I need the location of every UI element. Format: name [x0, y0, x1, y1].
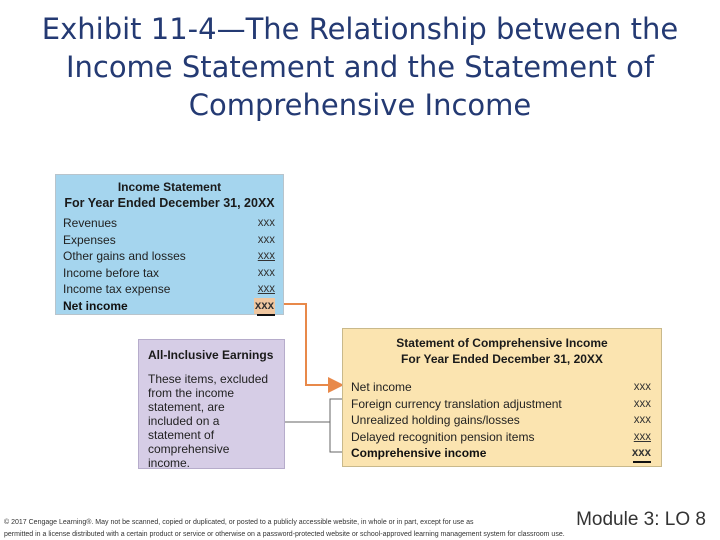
table-row [351, 429, 651, 446]
row-value: xxx [633, 397, 651, 410]
body-line: income. [148, 456, 191, 470]
table-row [63, 281, 275, 298]
table-row [351, 379, 651, 396]
table-row [351, 445, 651, 462]
row-value: xxx [254, 298, 275, 315]
row-value: xxx [631, 447, 651, 459]
income-statement-period: For Year Ended December 31, 20XX [64, 196, 275, 210]
row-label: Net income [63, 298, 128, 313]
table-row [63, 265, 275, 282]
double-underline [633, 461, 651, 463]
row-label: Expenses [63, 232, 116, 247]
title-line-2: Income Statement and the Statement of [65, 50, 655, 84]
copyright-line-1: © 2017 Cengage Learning®. May not be scanned, copied or duplicated, or posted to a publicly accessible website, in whole or in part, except for use as [4, 519, 474, 526]
body-line: statement, are [148, 400, 225, 414]
comprehensive-income-box [342, 328, 662, 467]
title-line-3: Comprehensive Income [188, 88, 532, 122]
comprehensive-header [343, 335, 661, 367]
table-row [63, 232, 275, 249]
income-statement-rows [63, 215, 275, 314]
row-label: Other gains and losses [63, 249, 186, 263]
table-row [63, 298, 275, 315]
module-label: Module 3: LO 8 [576, 509, 706, 530]
double-underline [257, 314, 275, 316]
body-line: comprehensive [148, 442, 230, 456]
body-line: statement of [148, 428, 215, 442]
row-label: Income before tax [63, 265, 160, 280]
comprehensive-heading: Statement of Comprehensive Income [396, 336, 608, 350]
all-inclusive-body [148, 372, 278, 470]
row-label: Income tax expense [63, 282, 171, 296]
row-label: Delayed recognition pension items [351, 429, 535, 444]
title-line-1: Exhibit 11-4—The Relationship between the [41, 12, 679, 46]
body-line: included on a [148, 414, 220, 428]
row-label: Comprehensive income [351, 446, 487, 460]
table-row [351, 412, 651, 429]
row-value: xxx [257, 283, 275, 295]
comprehensive-period: For Year Ended December 31, 20XX [401, 352, 603, 366]
income-statement-heading: Income Statement [117, 180, 222, 194]
body-line: from the income [148, 386, 235, 400]
row-label: Revenues [63, 216, 118, 230]
all-inclusive-earnings-box [138, 339, 285, 469]
table-row [63, 248, 275, 265]
row-value: xxx [257, 233, 275, 246]
bracket-connector [330, 399, 342, 452]
row-value: xxx [257, 266, 275, 279]
row-label: Unrealized holding gains/losses [351, 413, 520, 427]
comprehensive-rows [351, 379, 651, 462]
income-statement-header [56, 179, 283, 211]
row-value: xxx [257, 217, 275, 229]
row-value: xxx [257, 250, 275, 262]
table-row [351, 396, 651, 413]
body-line: These items, excluded [148, 372, 269, 386]
row-value: xxx [633, 381, 651, 393]
table-row [63, 215, 275, 232]
row-label: Net income [351, 380, 412, 394]
row-label: Foreign currency translation adjustment [351, 396, 562, 411]
copyright-line-2: permitted in a license distributed with a certain product or service or otherwise on a password-protected website or school-approved learning management system for classroom use. [4, 531, 565, 538]
row-value: xxx [633, 430, 651, 443]
all-inclusive-heading: All-Inclusive Earnings [148, 348, 274, 362]
income-statement-box [55, 174, 284, 315]
row-value: xxx [633, 414, 651, 426]
